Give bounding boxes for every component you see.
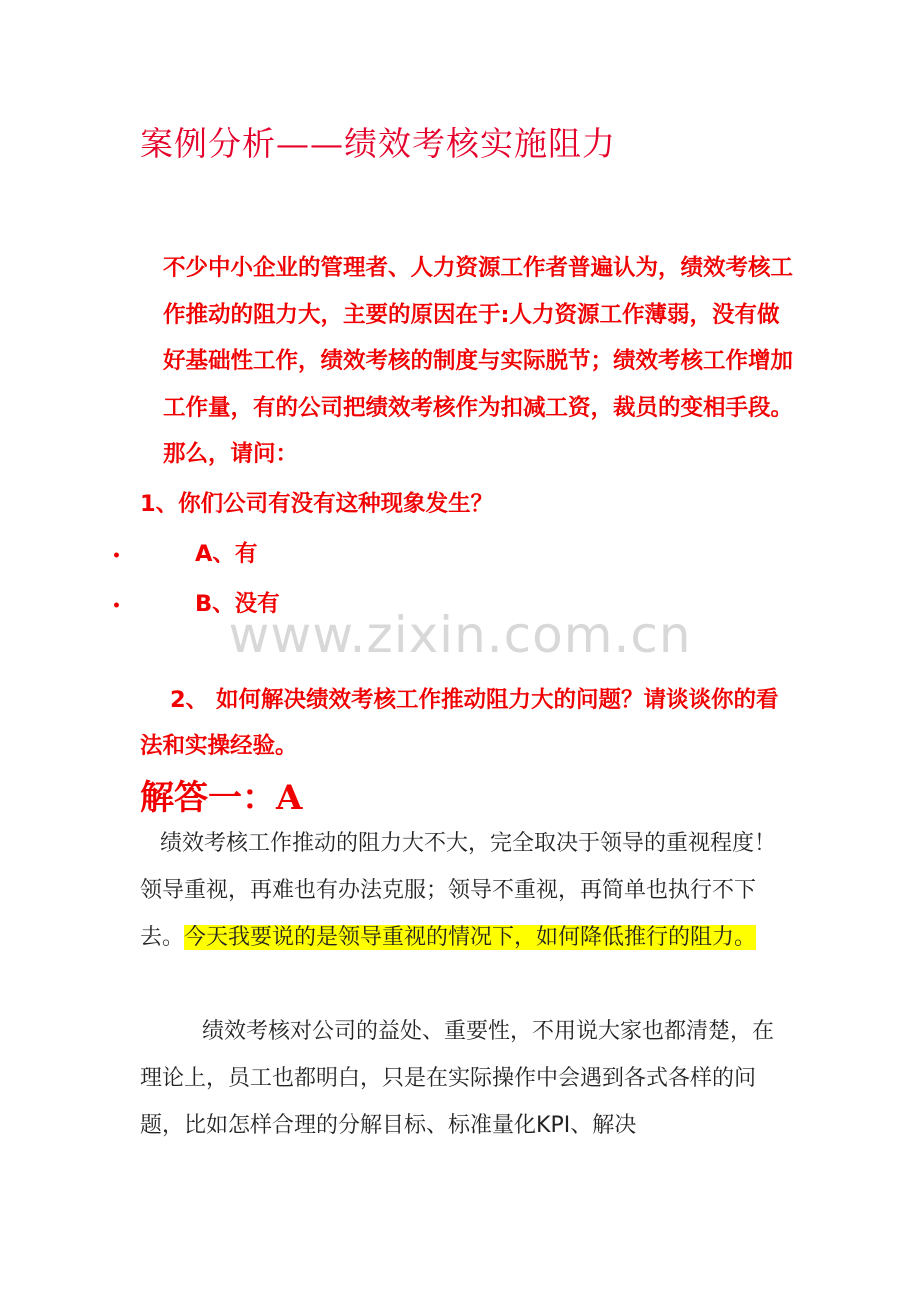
option-a: A、有 <box>195 541 258 567</box>
answer-paragraph-2-text: 绩效考核对公司的益处、重要性，不用说大家也都清楚，在理论上，员工也都明白，只是在实际操作中会遇到各式各样的问题，比如怎样合理的分解目标、标准量化 <box>140 1019 775 1138</box>
bullet-icon: • <box>112 598 121 614</box>
bullet-icon: • <box>112 548 121 564</box>
kpi-term: KPI <box>536 1113 571 1138</box>
question-1: 1、你们公司有没有这种现象发生？ <box>140 491 494 517</box>
answer-heading: 解答一：A <box>140 778 303 818</box>
highlighted-text: 今天我要说的是领导重视的情况下，如何降低推行的阻力。 <box>184 925 757 950</box>
intro-paragraph: 不少中小企业的管理者、人力资源工作者普遍认为，绩效考核工作推动的阻力大，主要的原因在于:人力资源工作薄弱，没有做好基础性工作，绩效考核的制度与实际脱节；绩效考核工作增加工作量，有的公司把绩效考核作为扣减工资，裁员的变相手段。那么，请问： <box>163 255 794 467</box>
answer-paragraph-1 <box>140 820 790 961</box>
watermark: www.zixin.com.cn <box>228 606 692 664</box>
answer-paragraph-2-tail: 、解决 <box>570 1113 637 1138</box>
answer-paragraph-1-text: 绩效考核工作推动的阻力大不大，完全取决于领导的重视程度！领导重视，再难也有办法克服；领导不重视，再简单也执行不下去。 <box>140 831 777 950</box>
document-title: 案例分析——绩效考核实施阻力 <box>140 124 616 163</box>
question-2: 2、 如何解决绩效考核工作推动阻力大的问题？请谈谈你的看法和实操经验。 <box>140 687 779 759</box>
answer-paragraph-2 <box>140 1008 790 1149</box>
option-b: B、没有 <box>195 591 280 617</box>
